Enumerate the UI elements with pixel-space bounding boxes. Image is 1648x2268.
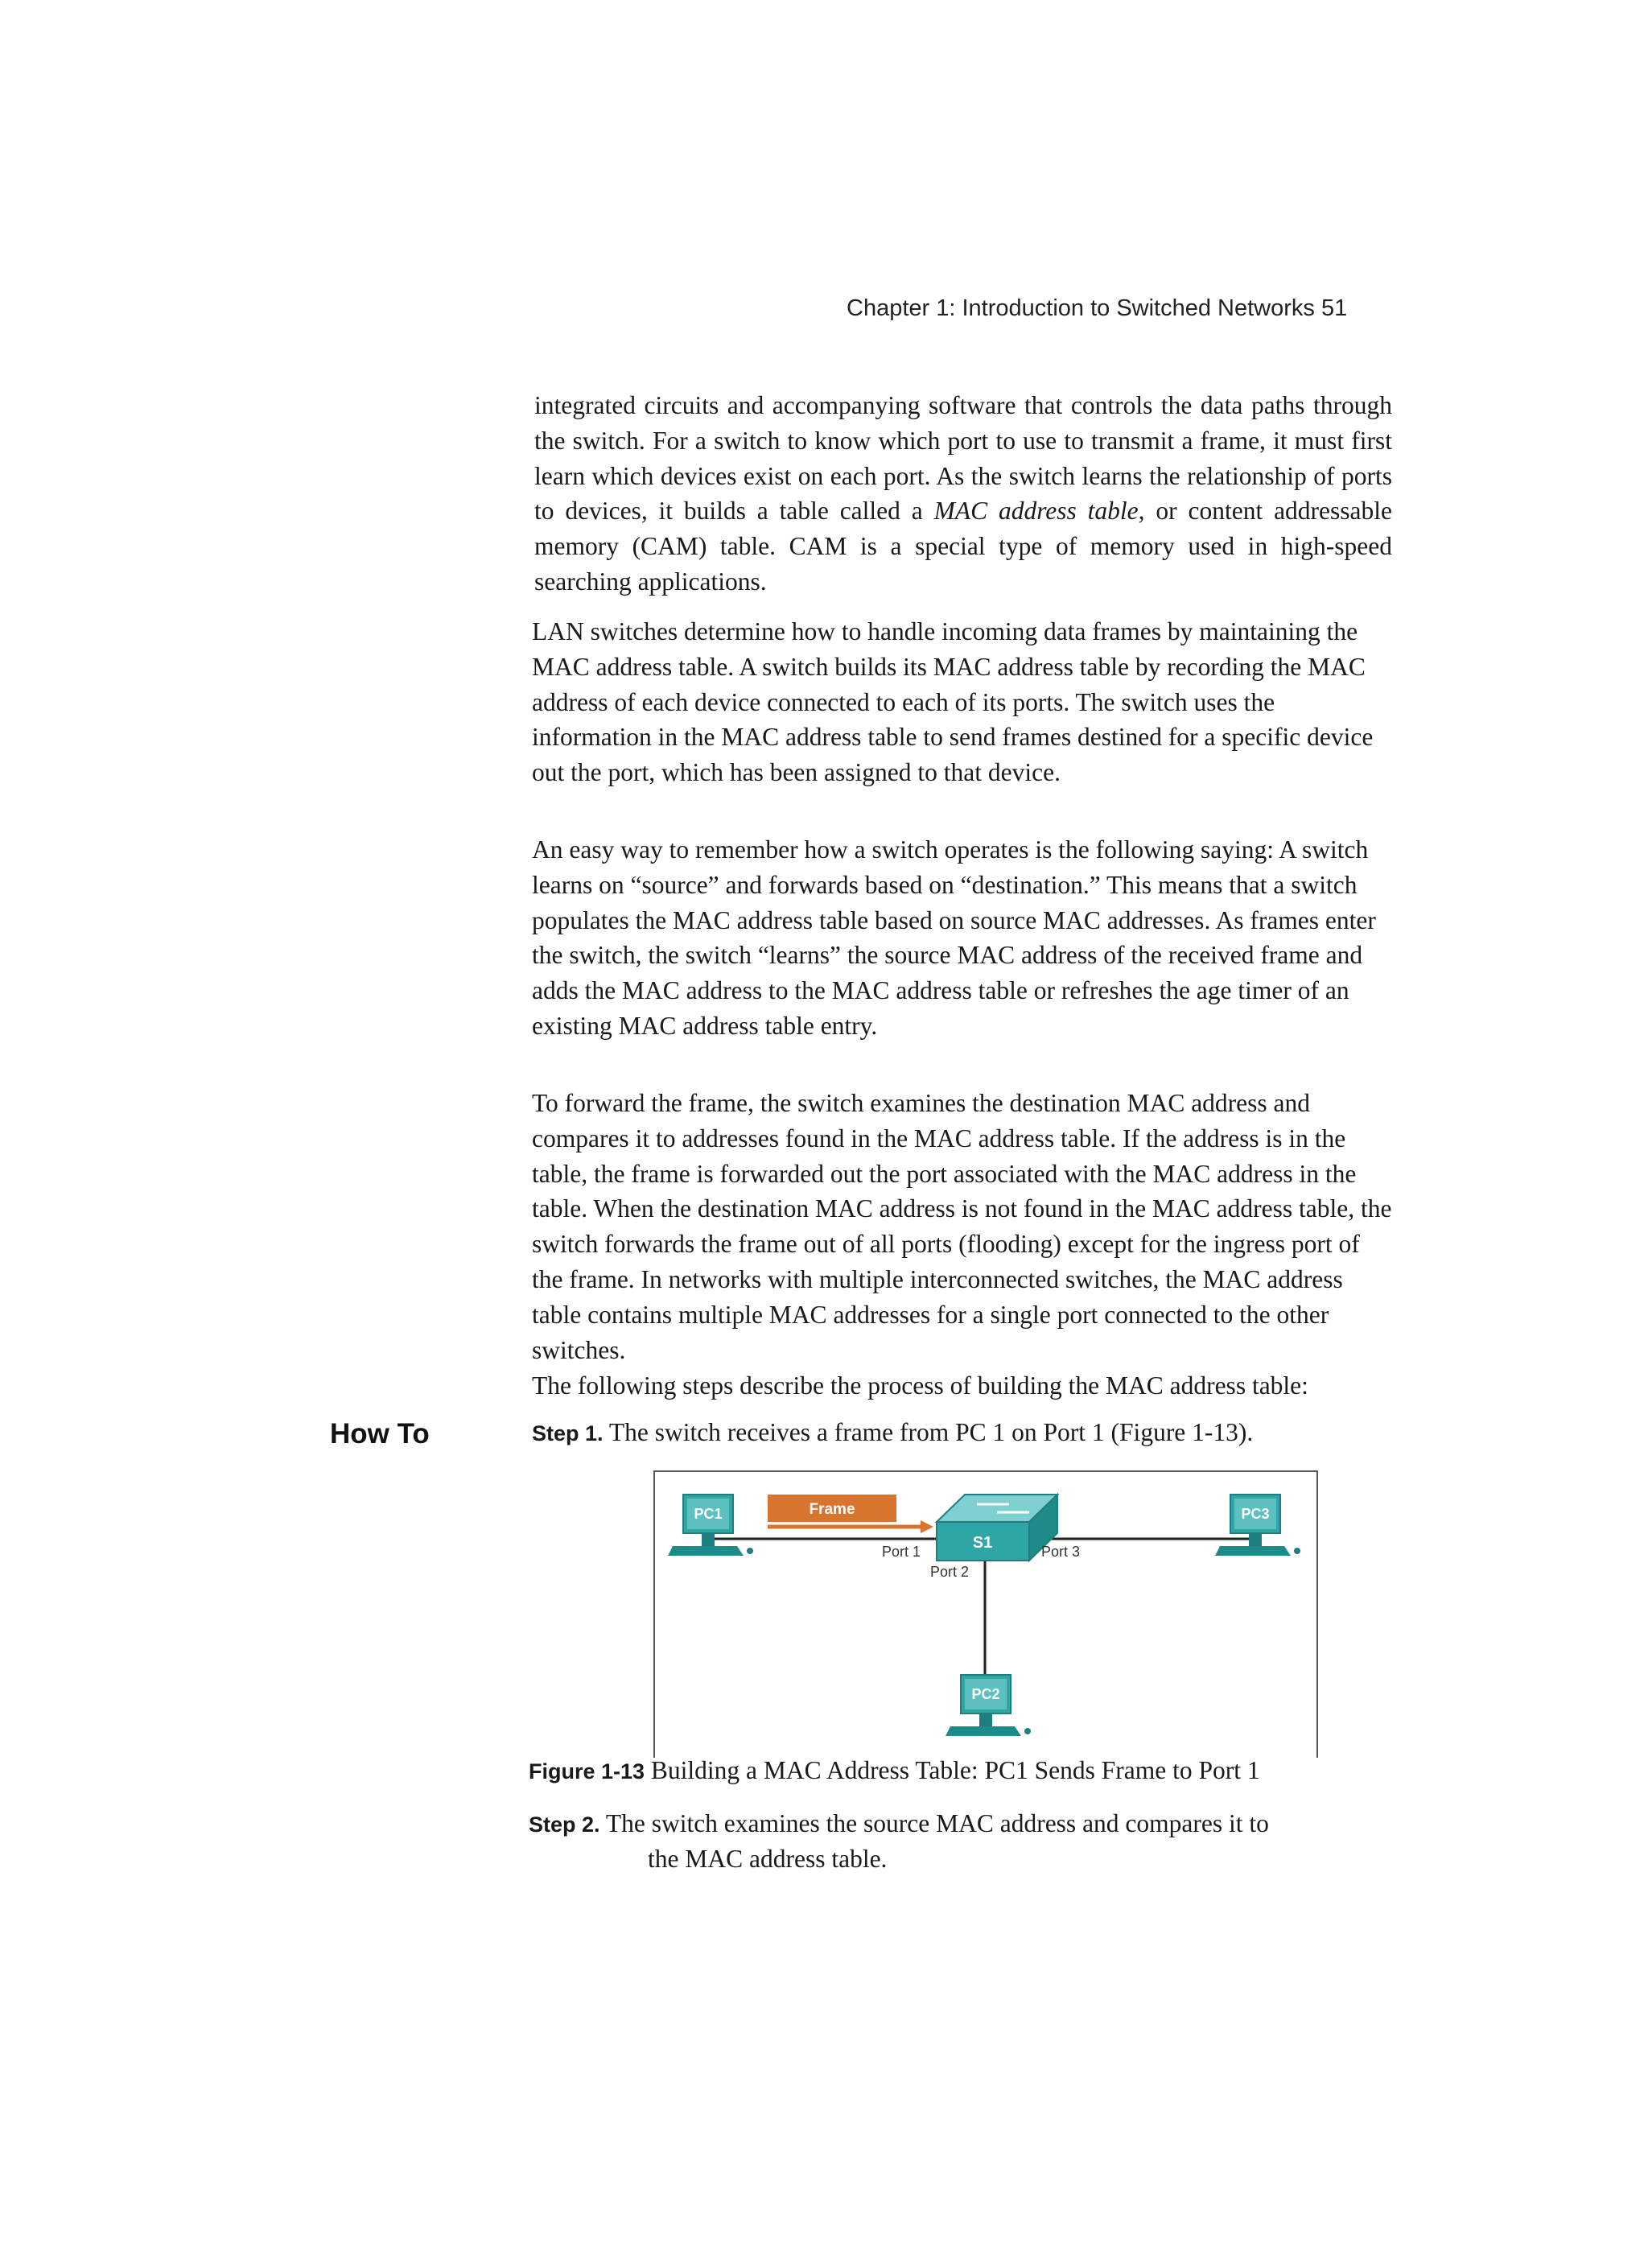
paragraph-3: An easy way to remember how a switch operates is the following saying: A switch learns on “source” and forwards based on “destination.” This means that a switch populates the MAC address table based on source MAC addresses. As frames enter the switch, the switch “learns” the source MAC address of the received frame and adds the MAC address to the MAC address table or refreshes the age timer of an existing MAC address table entry. <box>532 835 1376 1040</box>
pc3-label: PC3 <box>1241 1506 1270 1522</box>
paragraph-2: LAN switches determine how to handle incoming data frames by maintaining the MAC address table. A switch builds its MAC address table by recording the MAC address of each device connected to each of its ports. The switch uses the information in the MAC address table to send frames destined for a specific device out the port, which has been assigned to that device. <box>532 617 1374 787</box>
figure-caption-text: Building a MAC Address Table: PC1 Sends Frame to Port 1 <box>650 1756 1260 1784</box>
step-1-label: Step 1. <box>532 1421 604 1445</box>
paragraph-1 <box>534 388 1392 600</box>
step-2 <box>529 1806 1269 1842</box>
pc3-icon <box>1215 1495 1300 1556</box>
pc2-icon <box>946 1675 1031 1736</box>
frame-arrow-head <box>921 1520 933 1533</box>
switch-s1-label: S1 <box>972 1534 993 1552</box>
how-to-margin-label: How To <box>330 1418 430 1449</box>
port-2-label: Port 2 <box>930 1564 970 1580</box>
step-2-label: Step 2. <box>529 1812 600 1837</box>
network-diagram <box>655 1472 1316 1758</box>
step-2-text-line-1: The switch examines the source MAC address and compares it to <box>605 1809 1269 1837</box>
switch-s1-icon <box>937 1495 1057 1561</box>
step-2-continuation: the MAC address table. <box>648 1845 888 1873</box>
running-head: Chapter 1: Introduction to Switched Networks 51 <box>847 295 1348 321</box>
figure-number: Figure 1-13 <box>529 1759 645 1783</box>
figure-caption <box>529 1753 1260 1789</box>
paragraph-1-text-b: or content addressable memory (CAM) table. CAM is a special type of memory used in high-speed searching applications. <box>534 497 1392 596</box>
pc2-label: PC2 <box>971 1686 1000 1702</box>
paragraph-1-text-a: integrated circuits and accompanying software that controls the data paths through the switch. For a switch to know which port to use to transmit a frame, it must first learn which devices exist on each port. As the switch learns the relationship of ports to devices, it builds a table called a <box>534 391 1392 526</box>
step-1-text: The switch receives a frame from PC 1 on Port 1 (Figure 1-13). <box>608 1418 1254 1446</box>
port-1-label: Port 1 <box>882 1544 921 1560</box>
step-1 <box>532 1415 1393 1452</box>
paragraph-4: To forward the frame, the switch examines the destination MAC address and compares it to addresses found in the MAC address table. If the address is in the table, the frame is forwarded out the port associated with the MAC address in the table. When the destination MAC address is not found in the MAC address table, the switch forwards the frame out of all ports (flooding) except for the ingress port of the frame. In networks with multiple interconnected switches, the MAC address table contains multiple MAC addresses for a single port connected to the other switches. <box>532 1089 1392 1364</box>
paragraph-5: The following steps describe the process of building the MAC address table: <box>532 1371 1308 1400</box>
term-mac-address-table: MAC address table, <box>933 497 1145 526</box>
frame-label: Frame <box>809 1501 855 1518</box>
port-3-label: Port 3 <box>1041 1544 1081 1560</box>
pc1-icon <box>668 1495 753 1556</box>
figure-1-13 <box>653 1470 1318 1758</box>
pc1-label: PC1 <box>694 1506 723 1522</box>
